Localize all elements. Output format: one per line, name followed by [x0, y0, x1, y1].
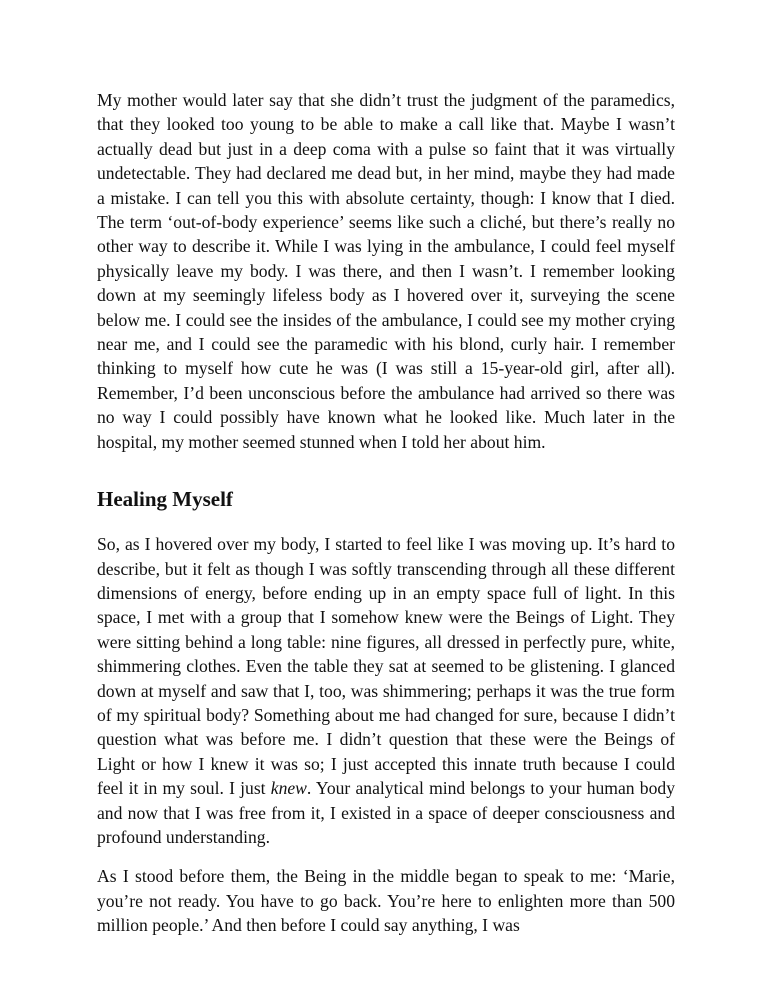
paragraph-text-start: So, as I hovered over my body, I started to feel like I was moving up. It’s hard to describe, but it felt as though I was softly transcending through all these different dimensions of energy, before ending up in an empty space full of light. In this space, I met with a group that I somehow knew were the Beings of Light. They were sitting behind a long table: nine figures, all dressed in perfectly pure, white, shimmering clothes. Even the table they sat at seemed to be glistening. I glanced down at myself and saw that I, too, was shimmering; perhaps it was the true form of my spiritual body? Something about me had changed for sure, because I didn’t question what was before me. I didn’t question that these were the Beings of Light or how I knew it was so; I just accepted this innate truth because I could feel it in my soul. I just — [97, 534, 675, 799]
paragraph-paramedics: My mother would later say that she didn’t trust the judgment of the paramedics, that they looked too young to be able to make a call like that. Maybe I wasn’t actually dead but just in a deep coma with a pulse so faint that it was virtually undetectable. They had declared me dead but, in her mind, maybe they had made a mistake. I can tell you this with absolute certainty, though: I know that I died. The term ‘out-of-body experience’ seems like such a cliché, but there’s really no other way to describe it. While I was lying in the ambulance, I could feel myself physically leave my body. I was there, and then I wasn’t. I remember looking down at my seemingly lifeless body as I hovered over it, surveying the scene below me. I could see the insides of the ambulance, I could see my mother crying near me, and I could see the paramedic with his blond, curly hair. I remember thinking to myself how cute he was (I was still a 15-year-old girl, after all). Remember, I’d been unconscious before the ambulance had arrived so there was no way I could possibly have known what he looked like. Much later in the hospital, my mother seemed stunned when I told her about him. — [97, 90, 675, 452]
book-page — [97, 88, 675, 938]
paragraph-text-end: . Your analytical mind belongs to your human body and now that I was free from it, I existed in a space of deeper consciousness and profound understanding. — [97, 778, 675, 847]
section-heading: Healing Myself — [97, 487, 233, 512]
italic-emphasis: knew — [270, 778, 307, 799]
paragraph-beings-of-light — [97, 532, 675, 849]
paragraph-being-speaks: As I stood before them, the Being in the middle began to speak to me: ‘Marie, you’re not ready. You have to go back. You’re here to enlighten more than 500 million people.’ And then before I could say anything, I was — [97, 866, 675, 936]
